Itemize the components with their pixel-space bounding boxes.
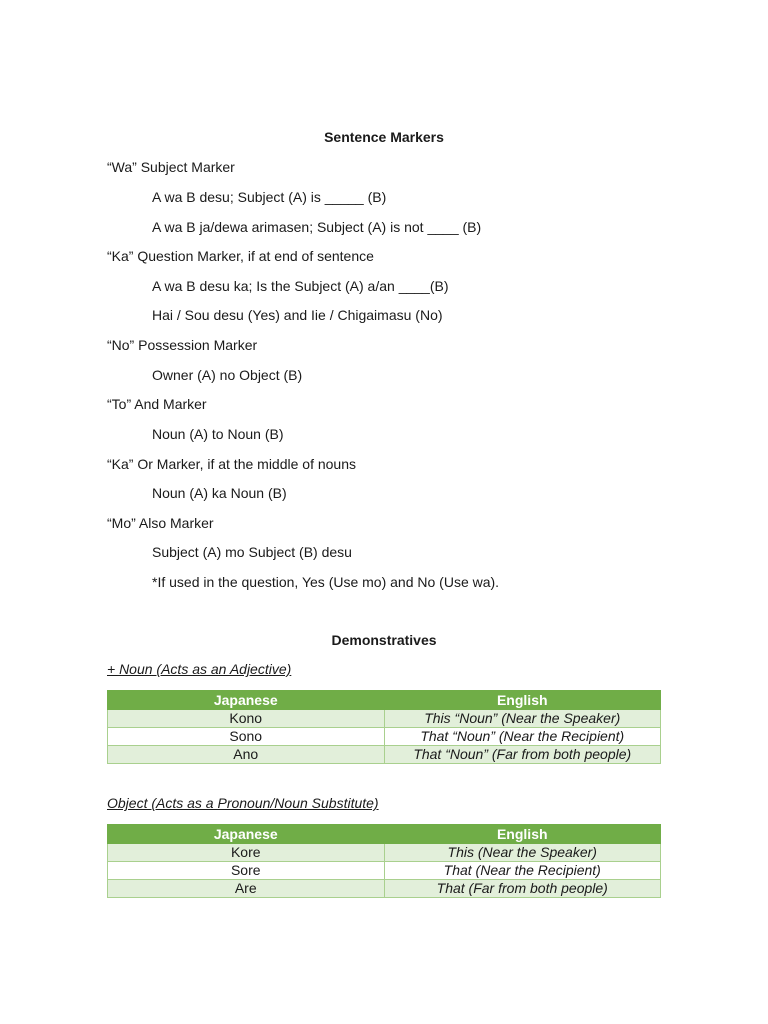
column-header-english: English	[384, 691, 661, 710]
marker-line: “To” And Marker	[107, 396, 207, 412]
noun-table-subtitle: + Noun (Acts as an Adjective)	[107, 661, 292, 677]
english-cell: This (Near the Speaker)	[384, 844, 661, 862]
marker-line: *If used in the question, Yes (Use mo) and No (Use wa).	[152, 574, 500, 590]
english-cell: This “Noun” (Near the Speaker)	[384, 710, 661, 728]
demonstratives-heading: Demonstratives	[331, 632, 437, 648]
table-header-row	[108, 691, 661, 710]
table-row	[108, 880, 661, 898]
table-row	[108, 844, 661, 862]
sentence-markers-heading: Sentence Markers	[324, 129, 444, 145]
japanese-cell: Kore	[108, 844, 385, 862]
marker-line: “Ka” Or Marker, if at the middle of nouns	[107, 456, 356, 472]
table-row	[108, 710, 661, 728]
marker-line: A wa B desu; Subject (A) is _____ (B)	[152, 189, 387, 205]
japanese-cell: Are	[108, 880, 385, 898]
marker-line: A wa B ja/dewa arimasen; Subject (A) is not ____ (B)	[152, 219, 482, 235]
marker-line: Owner (A) no Object (B)	[152, 367, 303, 383]
column-header-japanese: Japanese	[108, 691, 385, 710]
japanese-cell: Sore	[108, 862, 385, 880]
marker-line: “No” Possession Marker	[107, 337, 258, 353]
english-cell: That “Noun” (Far from both people)	[384, 746, 661, 764]
table-row	[108, 728, 661, 746]
marker-line: “Mo” Also Marker	[107, 515, 214, 531]
japanese-cell: Sono	[108, 728, 385, 746]
table-header-row	[108, 825, 661, 844]
table-row	[108, 746, 661, 764]
noun-demonstratives-table	[107, 690, 661, 764]
marker-line: A wa B desu ka; Is the Subject (A) a/an ____(B)	[152, 278, 449, 294]
japanese-cell: Ano	[108, 746, 385, 764]
column-header-english: English	[384, 825, 661, 844]
marker-line: Noun (A) to Noun (B)	[152, 426, 284, 442]
marker-line: Subject (A) mo Subject (B) desu	[152, 544, 352, 560]
table-row	[108, 862, 661, 880]
marker-line: Hai / Sou desu (Yes) and Iie / Chigaimasu (No)	[152, 307, 443, 323]
english-cell: That (Near the Recipient)	[384, 862, 661, 880]
japanese-cell: Kono	[108, 710, 385, 728]
english-cell: That “Noun” (Near the Recipient)	[384, 728, 661, 746]
english-cell: That (Far from both people)	[384, 880, 661, 898]
marker-line: “Ka” Question Marker, if at end of sentence	[107, 248, 374, 264]
marker-line: Noun (A) ka Noun (B)	[152, 485, 287, 501]
object-demonstratives-table	[107, 824, 661, 898]
column-header-japanese: Japanese	[108, 825, 385, 844]
object-table-subtitle: Object (Acts as a Pronoun/Noun Substitute)	[107, 795, 379, 811]
marker-line: “Wa” Subject Marker	[107, 159, 235, 175]
